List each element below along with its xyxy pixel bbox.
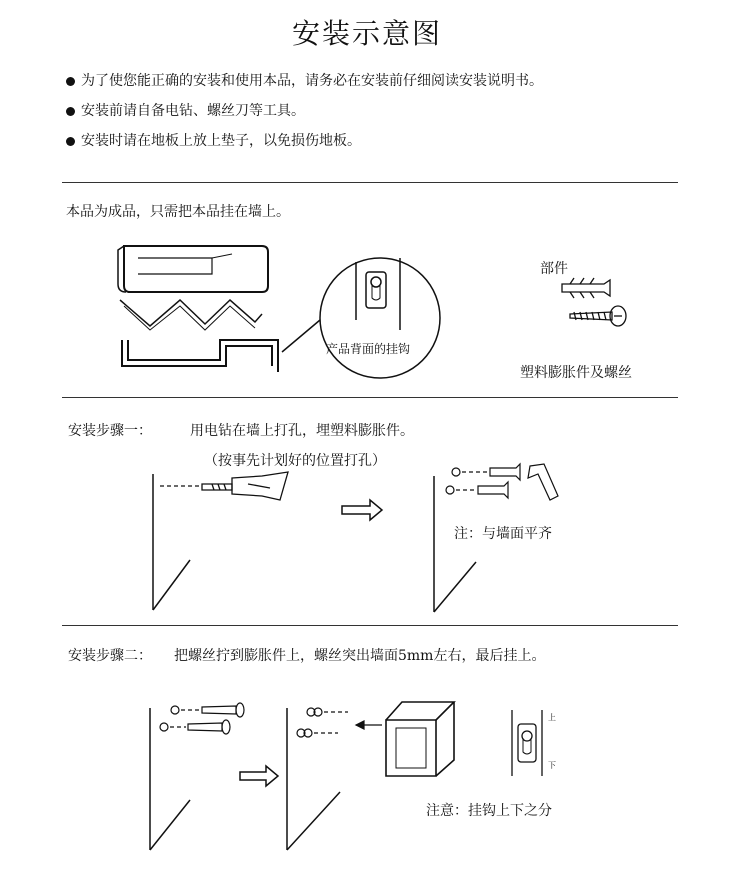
hook-down-mark: 下	[548, 761, 556, 770]
anchor-inserted-illustration	[446, 464, 558, 500]
step1-wall-illustration	[153, 474, 476, 612]
step2-text: 把螺丝拧到膨胀件上，螺丝突出墙面5mm左右，最后挂上。	[174, 648, 546, 664]
anchor-screw-illustration	[562, 278, 626, 326]
shelf-illustration	[118, 246, 268, 292]
step1-sub: （按事先计划好的位置打孔）	[204, 453, 386, 469]
step1-label: 安装步骤一：	[68, 423, 152, 439]
screw-protruding-illustration	[297, 708, 382, 737]
arrow-icon	[342, 500, 382, 520]
divider	[62, 397, 678, 398]
section1-intro: 本品为成品，只需把本品挂在墙上。	[66, 204, 290, 220]
step1-note: 注：与墙面平齐	[454, 526, 552, 542]
hook-up-mark: 上	[548, 713, 556, 722]
step2-wall-illustration	[150, 708, 340, 850]
screw-illustration	[160, 703, 244, 734]
parts-caption: 塑料膨胀件及螺丝	[520, 365, 632, 381]
hook-detail-illustration	[512, 710, 542, 776]
note-text: 安装时请在地板上放上垫子，以免损伤地板。	[81, 133, 361, 149]
divider	[62, 625, 678, 626]
zigzag-part-illustration	[120, 300, 262, 330]
magnifier-circle	[282, 258, 440, 378]
parts-label: 部件	[540, 261, 568, 277]
step2-note: 注意：挂钩上下之分	[426, 803, 552, 819]
page-title: 安装示意图	[291, 17, 442, 50]
note-text: 为了使您能正确的安装和使用本品，请务必在安装前仔细阅读安装说明书。	[81, 73, 543, 89]
drill-illustration	[160, 472, 288, 500]
step1-text: 用电钻在墙上打孔，埋塑料膨胀件。	[190, 423, 414, 439]
step2-label: 安装步骤二：	[68, 648, 152, 664]
cube-shelf-illustration	[386, 702, 454, 776]
hook-label: 产品背面的挂钩	[326, 342, 411, 356]
arrow-icon	[240, 766, 278, 786]
note-text: 安装前请自备电钻、螺丝刀等工具。	[81, 103, 305, 119]
bracket-illustration	[122, 340, 278, 372]
